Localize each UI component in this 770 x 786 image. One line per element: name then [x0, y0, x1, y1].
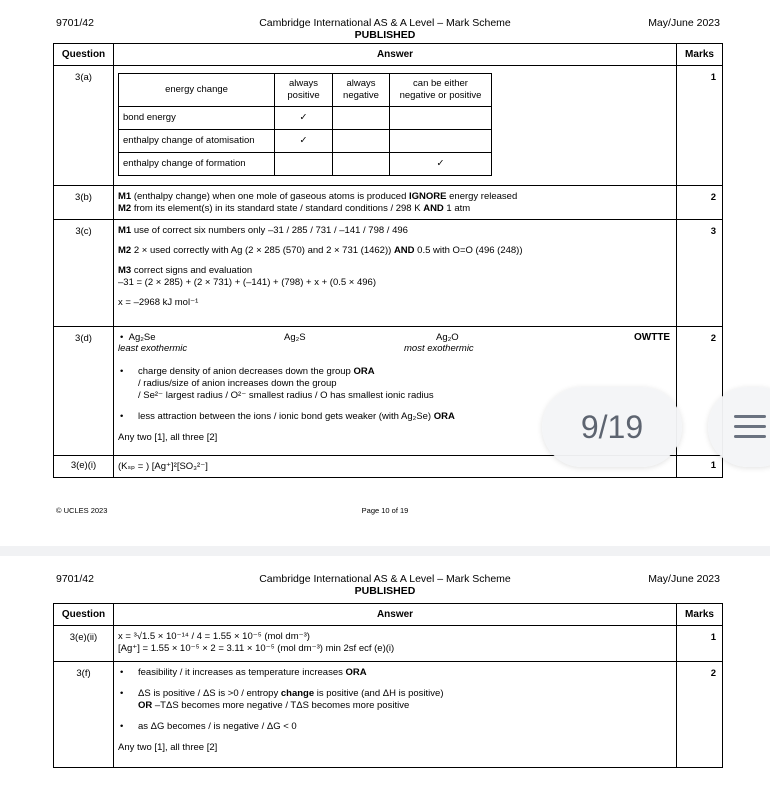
published-label: PUBLISHED [354, 29, 416, 41]
least-label: least exothermic [118, 343, 188, 354]
bullet-item: • ΔS is positive / ΔS is >0 / entropy change is positive (and ΔH is positive) OR –TΔS becomes more negative / TΔS becomes more positive [120, 688, 444, 711]
answer-text: correct signs and evaluation [131, 265, 253, 276]
exam-session: May/June 2023 [648, 573, 720, 585]
compound: Ag₂S [284, 332, 306, 343]
page-indicator[interactable]: 9/19 [542, 387, 682, 467]
answer-column-header: Answer [114, 44, 677, 66]
row-name: enthalpy change of formation [119, 153, 275, 176]
mark-tag: M2 [118, 203, 132, 214]
answer-column-header: Answer [114, 604, 677, 626]
question-label: 3(d) [54, 327, 114, 456]
tick-cell [275, 153, 333, 176]
mark-tag: M1 [118, 225, 132, 236]
table-row [54, 662, 723, 768]
row-name: bond energy [119, 107, 275, 130]
paper-code: 9701/42 [56, 17, 94, 29]
bullet-item: • charge density of anion decreases down the group ORA / radius/size of anion increases down the group / Se²⁻ largest radius / O²⁻ smallest radius / O has smallest ionic radius [120, 366, 434, 401]
tick-cell [390, 130, 492, 153]
marks-value: 3 [677, 220, 723, 327]
answer-text: as ΔG becomes / is negative / ΔG < 0 [138, 721, 297, 732]
scheme-title: Cambridge International AS & A Level – Mark Scheme [259, 17, 511, 29]
ora-tag: ORA [433, 411, 455, 422]
answer-cell [114, 66, 677, 186]
table-row [119, 107, 492, 130]
bullet-item: • feasibility / it increases as temperature increases ORA [120, 667, 367, 678]
answer-text: x = ³√1.5 × 10⁻¹⁴ / 4 = 1.55 × 10⁻⁵ (mol dm⁻³) [118, 631, 310, 642]
answer-text: ΔS is positive / ΔS is >0 / entropy [138, 688, 281, 699]
answer-text: / Se²⁻ largest radius / O²⁻ smallest radius / O has smallest ionic radius [138, 390, 434, 401]
answer-text: charge density of anion decreases down the group [138, 366, 354, 377]
either-header: can be either negative or positive [390, 74, 492, 107]
answer-text: is positive (and ΔH is positive) [314, 688, 444, 699]
tick-cell: ✓ [275, 130, 333, 153]
tick-cell [390, 107, 492, 130]
tick-cell: ✓ [275, 107, 333, 130]
answer-cell: (Kₛₚ = ) [Ag⁺]²[SO₃²⁻] [114, 456, 677, 478]
answer-text: 1 atm [443, 203, 471, 214]
marks-value: 1 [677, 626, 723, 662]
tick-cell [333, 130, 390, 153]
marking-note: Any two [1], all three [2] [118, 742, 218, 753]
equation: –31 = (2 × 285) + (2 × 731) + (–141) + (798) + x + (0.5 × 496) [118, 277, 376, 288]
question-column-header: Question [54, 604, 114, 626]
question-label: 3(b) [54, 186, 114, 220]
always-negative-header: always negative [333, 74, 390, 107]
answer-text: –TΔS becomes more negative / TΔS becomes more positive [152, 700, 410, 711]
paper-code: 9701/42 [56, 573, 94, 585]
answer-cell [114, 662, 677, 768]
marking-note: Any two [1], all three [2] [118, 432, 218, 443]
table-row [119, 153, 492, 176]
ignore-tag: IGNORE [409, 191, 447, 202]
exothermic-order: • Ag₂Se Ag₂S Ag₂O least exothermic most exothermic OWTTE [118, 332, 671, 354]
marks-value: 1 [677, 66, 723, 186]
energy-change-table [118, 73, 492, 176]
mark-scheme-table [53, 603, 723, 768]
question-label: 3(f) [54, 662, 114, 768]
or-tag: OR [138, 700, 153, 711]
ora-tag: ORA [345, 667, 367, 678]
answer-cell [114, 626, 677, 662]
bullet-item: • as ΔG becomes / is negative / ΔG < 0 [120, 721, 297, 732]
tick-cell: ✓ [390, 153, 492, 176]
compound: Ag₂Se [128, 332, 156, 343]
answer-text: use of correct six numbers only –31 / 285 / 731 / –141 / 798 / 496 [131, 225, 408, 236]
most-label: most exothermic [404, 343, 474, 354]
answer-text: from its element(s) in its standard state / standard conditions / 298 K [131, 203, 424, 214]
answer-cell [114, 186, 677, 220]
answer-cell [114, 220, 677, 327]
tick-cell [333, 107, 390, 130]
marks-value: 2 [677, 327, 723, 456]
copyright: © UCLES 2023 [56, 506, 108, 515]
published-label: PUBLISHED [354, 585, 416, 597]
question-label: 3(e)(i) [54, 456, 114, 478]
question-label: 3(a) [54, 66, 114, 186]
mark-tag: M3 [118, 265, 132, 276]
answer-text: feasibility / it increases as temperature increases [138, 667, 346, 678]
change-emphasis: change [280, 688, 315, 699]
question-label: 3(c) [54, 220, 114, 327]
compound: Ag₂O [436, 332, 459, 343]
owtte-label: OWTTE [634, 332, 671, 343]
scheme-title: Cambridge International AS & A Level – Mark Scheme [259, 573, 511, 585]
mark-tag: M2 [118, 245, 132, 256]
answer-text: energy released [446, 191, 518, 202]
tick-cell [333, 153, 390, 176]
marks-value: 1 [677, 456, 723, 478]
question-column-header: Question [54, 44, 114, 66]
table-row [119, 130, 492, 153]
document-page-11 [0, 556, 770, 786]
and-tag: AND [423, 203, 444, 214]
exam-session: May/June 2023 [648, 17, 720, 29]
row-name: enthalpy change of atomisation [119, 130, 275, 153]
and-tag: AND [393, 245, 415, 256]
answer-text: / radius/size of anion increases down the group [138, 378, 337, 389]
marks-value: 2 [677, 186, 723, 220]
energy-change-header: energy change [119, 74, 275, 107]
page-number: Page 10 of 19 [361, 506, 409, 515]
question-label: 3(e)(ii) [54, 626, 114, 662]
marks-value: 2 [677, 662, 723, 768]
table-row [54, 186, 723, 220]
answer-text: less attraction between the ions / ionic bond gets weaker (with Ag₂Se) [138, 411, 434, 422]
table-row [54, 626, 723, 662]
ora-tag: ORA [353, 366, 375, 377]
table-row [54, 66, 723, 186]
mark-tag: M1 [118, 191, 132, 202]
final-answer: x = –2968 kJ mol⁻¹ [118, 297, 199, 308]
answer-text: (enthalpy change) when one mole of gaseous atoms is produced [131, 191, 409, 202]
marks-column-header: Marks [677, 604, 723, 626]
bullet-item: • less attraction between the ions / ionic bond gets weaker (with Ag₂Se) ORA [120, 411, 455, 422]
marks-column-header: Marks [677, 44, 723, 66]
answer-text: 2 × used correctly with Ag (2 × 285 (570) and 2 × 731 (1462)) [131, 245, 394, 256]
table-row [54, 220, 723, 327]
answer-text: 0.5 with O=O (496 (248)) [414, 245, 523, 256]
answer-text: [Ag⁺] = 1.55 × 10⁻⁵ × 2 = 3.11 × 10⁻⁵ (mol dm⁻³) min 2sf ecf (e)(i) [118, 643, 395, 654]
always-positive-header: always positive [275, 74, 333, 107]
